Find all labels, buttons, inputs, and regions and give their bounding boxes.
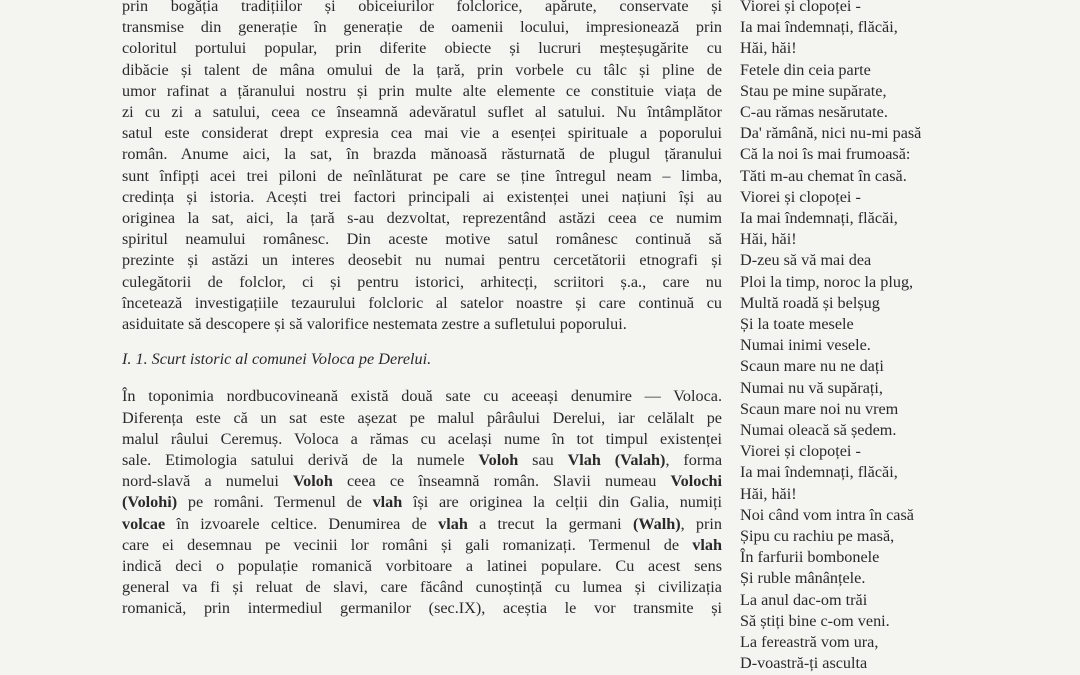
poem-line: Hăi, hăi!: [740, 230, 797, 249]
bold-term: Voloh: [292, 472, 333, 491]
poem-line: Numai oleacă să ședem.: [740, 421, 897, 440]
text-line: asiduitate să descopere și să valorifice nestemata zestre a sufletului poporului.: [122, 315, 627, 334]
bold-term: vlah: [372, 493, 403, 512]
text-line: umor rafinat a țăranului nostru și prin multe alte elemente ce constituie viața de: [122, 81, 722, 100]
bold-term: (Volohi): [122, 493, 178, 512]
text-line: Diferența este că un sat este așezat pe malul pârâului Derelui, iar celălalt pe: [122, 408, 722, 427]
poem-line: Viorei și clopoței -: [740, 442, 861, 461]
text-line: indică deci o populație romanică vorbitoare a latinei populare. Cu acest sens: [122, 557, 722, 576]
poem-line: Ploi la timp, noroc la plug,: [740, 272, 914, 291]
bold-term: Vlah (Valah): [567, 451, 666, 470]
text-line: [122, 535, 722, 556]
poem-line: Și la toate mesele: [740, 315, 854, 334]
bold-term: (Walh): [632, 514, 681, 533]
text-run: își are originea la celții din Galia, numiți: [402, 493, 722, 512]
poem-line: Viorei și clopoței -: [740, 187, 861, 206]
history-paragraph: [122, 386, 722, 619]
text-line: culegătorii de folclor, ci și pentru istorici, arhitecți, scriitori ș.a., care nu: [122, 272, 722, 291]
main-text-column: [122, 0, 722, 620]
text-run: nord-slavă a numelui: [122, 472, 293, 491]
poem-line: Multă roadă și belșug: [740, 293, 880, 312]
bold-term: volcae: [122, 514, 166, 533]
poem-column: [740, 0, 1060, 675]
text-line: În toponimia nordbucovineană există două sate cu aceeași denumire — Voloca.: [122, 387, 722, 406]
poem-line: Ia mai îndemnați, flăcăi,: [740, 209, 898, 228]
text-line: prin bogăția tradițiilor și obiceiurilor folclorice, apărute, conservate și: [122, 0, 722, 15]
text-line: [122, 514, 722, 535]
text-line: general va fi și reluat de slavi, care făcând cunoștință cu lumea și civilizația: [122, 578, 722, 597]
text-line: romanică, prin intermediul germanilor (sec.IX), aceștia le vor transmite și: [122, 599, 722, 618]
text-line: transmise din generație în generație de oamenii locului, impresionează prin: [122, 18, 722, 37]
poem-line: În farfurii bombonele: [740, 548, 880, 567]
text-line: [122, 492, 722, 513]
section-heading: I. 1. Scurt istoric al comunei Voloca pe Derelui.: [122, 350, 432, 369]
text-run: în izvoarele celtice. Denumirea de: [165, 514, 439, 533]
text-line: prezinte și astăzi un interes deosebit nu numai pentru cercetătorii etnografi și: [122, 251, 722, 270]
text-line: satul este considerat drept expresia cea mai vie a esenței spirituale a poporului: [122, 124, 722, 143]
bold-term: Voloh: [478, 451, 519, 470]
bold-term: Volochi: [670, 472, 723, 491]
text-run: a trecut la germani: [467, 514, 633, 533]
poem-line: Scaun mare noi nu vrem: [740, 399, 899, 418]
bold-term: vlah: [438, 514, 468, 533]
poem-line: Da' rămână, nici nu-mi pasă: [740, 124, 922, 143]
text-run: sau: [518, 451, 568, 470]
poem-line: Hăi, hăi!: [740, 484, 797, 503]
poem-line: D-voastră-ți asculta: [740, 654, 868, 673]
poem-line: Scaun mare nu ne dați: [740, 357, 884, 376]
poem-line: Și ruble mânânțele.: [740, 569, 866, 588]
text-line: spiritul neamului românesc. Din aceste motive satul românesc continuă să: [122, 230, 722, 249]
poem-line: Hăi, hăi!: [740, 39, 797, 58]
poem-line: Numai inimi vesele.: [740, 336, 871, 355]
text-run: , prin: [680, 514, 722, 533]
text-line: originea la sat, aici, la țară s-au dezvoltat, reprezentând astăzi ceea ce numim: [122, 209, 722, 228]
text-run: care ei desemnau pe vecinii lor români și gali romanizați. Termenul de: [122, 535, 680, 554]
poem-line: Că la noi îs mai frumoasă:: [740, 145, 911, 164]
text-line: încetează investigațiile tezaurului folcloric al satelor noastre și care continuă cu: [122, 293, 722, 312]
text-line: român. Anume aici, la sat, în brazda mănoasă răsturnată de plugul țăranului: [122, 145, 722, 164]
poem-line: D-zeu să vă mai dea: [740, 251, 872, 270]
poem-line: Ia mai îndemnați, flăcăi,: [740, 18, 898, 37]
poem-line: Numai nu vă supărați,: [740, 378, 883, 397]
bold-term: vlah: [692, 535, 722, 554]
text-line: zi cu zi a satului, ceea ce înseamnă adevăratul suflet al satului. Nu întâmplător: [122, 103, 722, 122]
intro-paragraph: [122, 0, 722, 335]
poem-line: Să știți bine c-om veni.: [740, 611, 890, 630]
poem-line: Ia mai îndemnați, flăcăi,: [740, 463, 898, 482]
text-line: [122, 471, 722, 492]
poem-line: Noi când vom intra în casă: [740, 505, 914, 524]
poem-line: C-au rămas nesărutate.: [740, 103, 888, 122]
text-line: coloritul portului popular, prin diferite obiecte și lucruri meșteșugărite cu: [122, 39, 722, 58]
text-line: sunt înfipți acei trei piloni de neînlăturat pe care se ține întregul neam – limba,: [122, 166, 722, 185]
poem-line: Tăti m-au chemat în casă.: [740, 166, 907, 185]
poem-line: Șipu cu rachiu pe masă,: [740, 527, 895, 546]
poem-line: Stau pe mine supărate,: [740, 81, 887, 100]
text-run: ceea ce înseamnă român. Slavii numeau: [332, 472, 671, 491]
text-run: , forma: [665, 451, 722, 470]
text-line: credința și istoria. Acești trei factori principali ai existenței unei națiuni își au: [122, 187, 722, 206]
poem-line: Fetele din ceia parte: [740, 60, 871, 79]
poem-line: Viorei și clopoței -: [740, 0, 861, 15]
text-line: dibăcie și talent de mâna omului de la țară, prin vorbele cu tâlc și pline de: [122, 60, 722, 79]
poem-line: La fereastră vom ura,: [740, 633, 879, 652]
poem-line: La anul dac-om trăi: [740, 590, 868, 609]
text-run: sale. Etimologia satului derivă de la numele: [122, 451, 479, 470]
text-line: [122, 450, 722, 471]
text-run: pe români. Termenul de: [177, 493, 373, 512]
text-line: malul râului Ceremuș. Voloca a rămas cu același nume în tot timpul existenței: [122, 429, 722, 448]
